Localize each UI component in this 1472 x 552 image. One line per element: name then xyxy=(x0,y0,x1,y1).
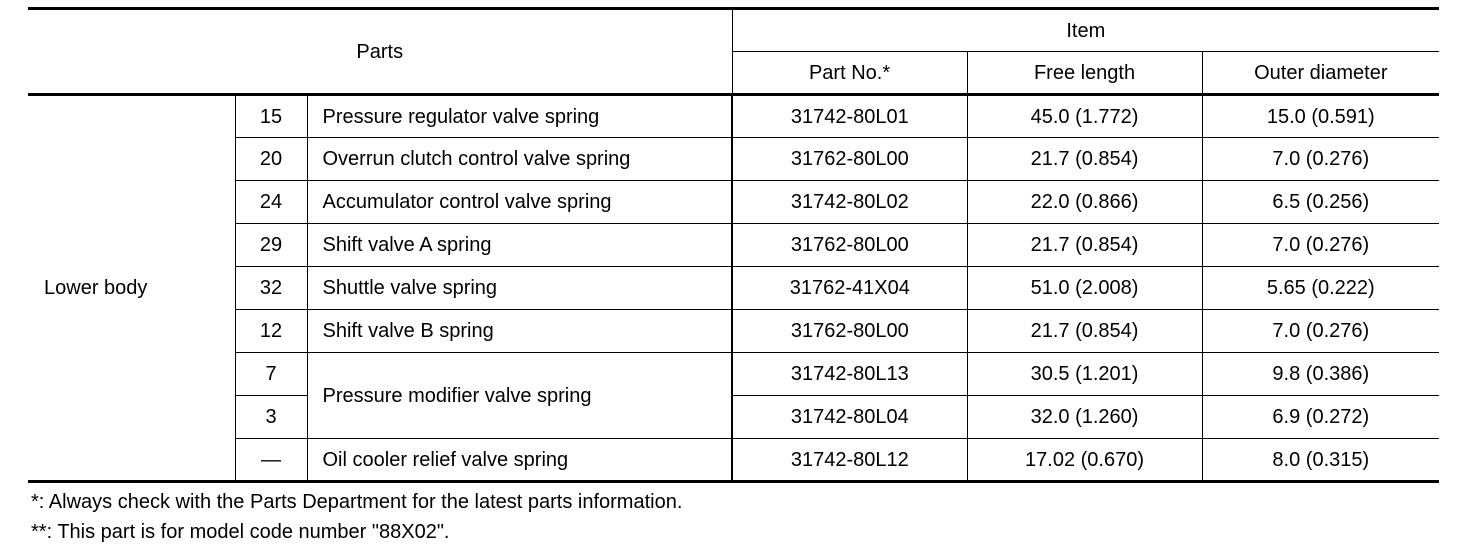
part-number: 31762-80L00 xyxy=(732,138,967,181)
item-number: 32 xyxy=(235,267,307,310)
part-number: 31762-41X04 xyxy=(732,267,967,310)
outer-diameter: 9.8 (0.386) xyxy=(1202,353,1439,396)
part-number: 31742-80L02 xyxy=(732,181,967,224)
item-number: 20 xyxy=(235,138,307,181)
part-name: Pressure regulator valve spring xyxy=(307,95,732,138)
group-label: Lower body xyxy=(28,95,235,482)
table-row xyxy=(28,353,1439,396)
outer-diameter: 5.65 (0.222) xyxy=(1202,267,1439,310)
item-number: 29 xyxy=(235,224,307,267)
part-name: Pressure modifier valve spring xyxy=(307,353,732,439)
footnote-parts-info: *: Always check with the Parts Department for the latest parts information. xyxy=(31,491,683,513)
outer-diameter: 6.9 (0.272) xyxy=(1202,396,1439,439)
table-row xyxy=(28,267,1439,310)
table-row xyxy=(28,95,1439,138)
footnote-model-code: **: This part is for model code number "88X02". xyxy=(31,521,450,543)
header-row-1 xyxy=(28,9,1439,52)
part-name: Shift valve B spring xyxy=(307,310,732,353)
part-number: 31762-80L00 xyxy=(732,310,967,353)
part-number: 31742-80L01 xyxy=(732,95,967,138)
table-row xyxy=(28,138,1439,181)
free-length: 32.0 (1.260) xyxy=(967,396,1202,439)
outer-diameter-header: Outer diameter xyxy=(1202,52,1439,95)
free-length: 21.7 (0.854) xyxy=(967,138,1202,181)
outer-diameter: 6.5 (0.256) xyxy=(1202,181,1439,224)
parts-header: Parts xyxy=(28,9,732,95)
free-length: 17.02 (0.670) xyxy=(967,439,1202,482)
item-number: 12 xyxy=(235,310,307,353)
table-row xyxy=(28,181,1439,224)
free-length: 51.0 (2.008) xyxy=(967,267,1202,310)
table-row xyxy=(28,396,1439,439)
free-length: 21.7 (0.854) xyxy=(967,310,1202,353)
part-number: 31762-80L00 xyxy=(732,224,967,267)
part-name: Shift valve A spring xyxy=(307,224,732,267)
part-name: Overrun clutch control valve spring xyxy=(307,138,732,181)
free-length: 45.0 (1.772) xyxy=(967,95,1202,138)
item-number: — xyxy=(235,439,307,482)
table-row xyxy=(28,224,1439,267)
outer-diameter: 7.0 (0.276) xyxy=(1202,224,1439,267)
footnotes xyxy=(31,487,682,547)
table-row xyxy=(28,439,1439,482)
item-number: 15 xyxy=(235,95,307,138)
item-header: Item xyxy=(732,9,1439,52)
free-length: 21.7 (0.854) xyxy=(967,224,1202,267)
part-name: Shuttle valve spring xyxy=(307,267,732,310)
part-no-header: Part No.* xyxy=(732,52,967,95)
part-number: 31742-80L04 xyxy=(732,396,967,439)
outer-diameter: 7.0 (0.276) xyxy=(1202,138,1439,181)
part-number: 31742-80L13 xyxy=(732,353,967,396)
item-number: 3 xyxy=(235,396,307,439)
outer-diameter: 8.0 (0.315) xyxy=(1202,439,1439,482)
outer-diameter: 7.0 (0.276) xyxy=(1202,310,1439,353)
table-row xyxy=(28,310,1439,353)
free-length: 30.5 (1.201) xyxy=(967,353,1202,396)
part-name: Accumulator control valve spring xyxy=(307,181,732,224)
spring-spec-table xyxy=(28,7,1439,483)
part-number: 31742-80L12 xyxy=(732,439,967,482)
item-number: 7 xyxy=(235,353,307,396)
free-length: 22.0 (0.866) xyxy=(967,181,1202,224)
free-length-header: Free length xyxy=(967,52,1202,95)
outer-diameter: 15.0 (0.591) xyxy=(1202,95,1439,138)
part-name: Oil cooler relief valve spring xyxy=(307,439,732,482)
item-number: 24 xyxy=(235,181,307,224)
